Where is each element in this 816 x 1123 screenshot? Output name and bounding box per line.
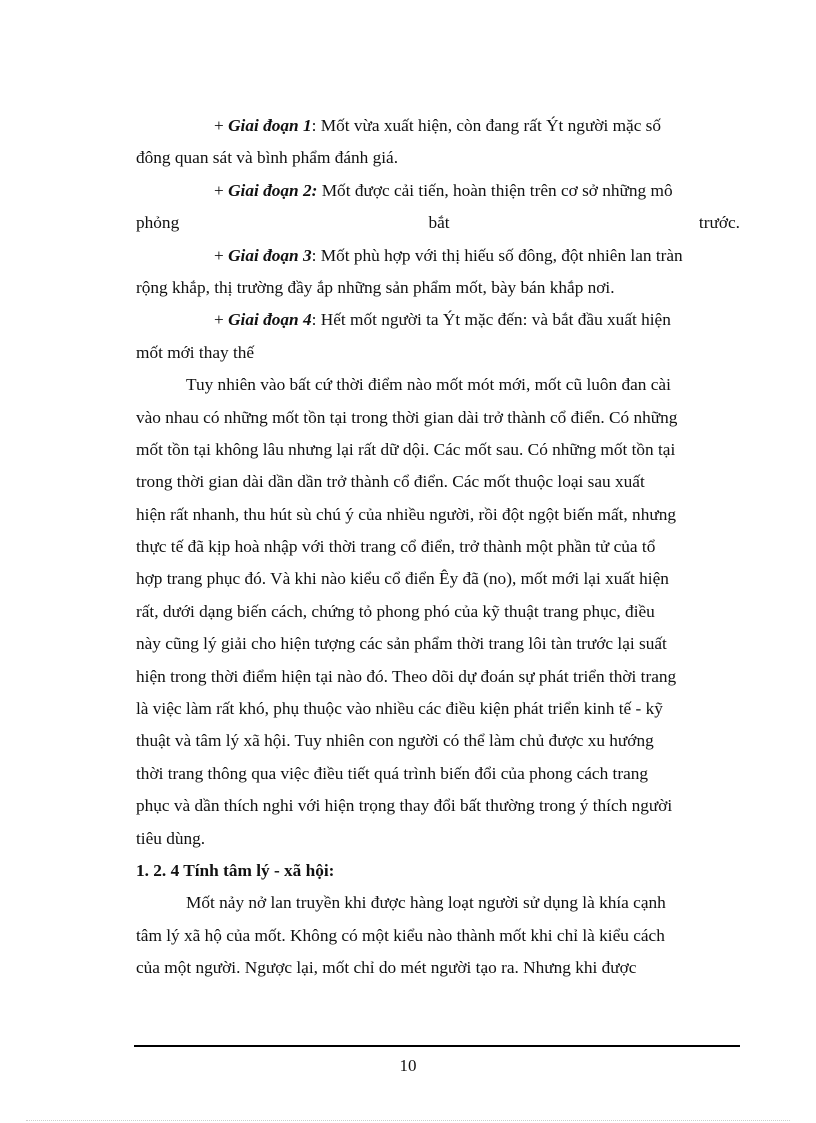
stage-1-label: Giai đoạn 1	[228, 116, 312, 135]
paragraph-1-line: vào nhau có những mốt tồn tại trong thời gian dài trở thành cổ điển. Có những	[136, 407, 678, 427]
page-edge	[26, 1120, 790, 1121]
stage-2-line-2: phỏng bắt trước.	[136, 213, 740, 233]
paragraph-1-line: thời trang thông qua việc điều tiết quá trình biến đổi của phong cách trang	[136, 763, 649, 783]
paragraph-2-line: tâm lý xã hộ của mốt. Không có một kiểu nào thành mốt khi chỉ là kiểu cách	[136, 925, 665, 945]
paragraph-1-line: là việc làm rất khó, phụ thuộc vào nhiều các điều kiện phát triển kinh tế - kỹ	[136, 699, 663, 719]
paragraph-1-line: tiêu dùng.	[136, 828, 206, 848]
paragraph-1-line: thuật và tâm lý xã hội. Tuy nhiên con người có thể làm chủ được xu hướng	[136, 731, 654, 751]
stage-1-line-1: + Giai đoạn 1: Mốt vừa xuất hiện, còn đang rất Ýt người mặc số	[214, 116, 662, 135]
stage-3-line-2: rộng khắp, thị trường đầy ắp những sản phẩm mốt, bày bán khắp nơi.	[136, 277, 615, 297]
stage-2-line-1: + Giai đoạn 2: Mốt được cải tiến, hoàn thiện trên cơ sở những mô	[214, 180, 673, 200]
paragraph-1-line: hiện trong thời điểm hiện tại nào đó. Theo dõi dự đoán sự phát triển thời trang	[136, 666, 677, 686]
paragraph-1-line: này cũng lý giải cho hiện tượng các sản phẩm thời trang lôi tàn trước lại suất	[136, 634, 667, 654]
stage-4-label: Giai đoạn 4	[228, 310, 312, 330]
section-heading: 1. 2. 4 Tính tâm lý - xã hội:	[136, 860, 335, 880]
paragraph-1-line: mốt tồn tại không lâu nhưng lại rất dữ dội. Các mốt sau. Có những mốt tồn tại	[136, 439, 676, 459]
paragraph-1-line: thực tế đã kịp hoà nhập với thời trang cổ điển, trở thành một phần tử của tổ	[136, 537, 656, 557]
stage-4-line-2: mốt mới thay thế	[136, 342, 255, 362]
paragraph-2-line: của một người. Ngược lại, mốt chỉ do mét người tạo ra. Nhưng khi được	[136, 958, 637, 978]
footer-rule	[134, 1045, 740, 1047]
document-body	[136, 110, 740, 985]
stage-3-label: Giai đoạn 3	[228, 245, 312, 265]
paragraph-1-line: trong thời gian dài dần dần trở thành cổ điển. Các mốt thuộc loại sau xuất	[136, 472, 645, 492]
stage-1-line-2: đông quan sát và bình phẩm đánh giá.	[136, 148, 399, 168]
paragraph-1-line: rất, dưới dạng biến cách, chứng tỏ phong phó của kỹ thuật trang phục, điều	[136, 601, 655, 621]
paragraph-2-line: Mốt nảy nở lan truyền khi được hàng loạt người sử dụng là khía cạnh	[186, 893, 666, 913]
stage-3-line-1: + Giai đoạn 3: Mốt phù hợp với thị hiếu số đông, đột nhiên lan tràn	[214, 245, 683, 265]
stage-4-line-1: + Giai đoạn 4: Hết mốt người ta Ýt mặc đến: và bắt đầu xuất hiện	[214, 310, 671, 330]
paragraph-1-line: phục và dần thích nghi với hiện trọng thay đổi bất thường trong ý thích người	[136, 796, 673, 816]
stage-2-label: Giai đoạn 2:	[228, 180, 318, 200]
page-number: 10	[399, 1056, 417, 1075]
paragraph-1-line: hợp trang phục đó. Và khi nào kiểu cổ điển Êy đã (no), mốt mới lại xuất hiện	[136, 569, 669, 589]
paragraph-1-line: hiện rất nhanh, thu hút sù chú ý của nhiều người, rồi đột ngột biến mất, nhưng	[136, 504, 676, 524]
paragraph-1-line: Tuy nhiên vào bất cứ thời điểm nào mốt mót mới, mốt cũ luôn đan cài	[186, 375, 671, 395]
